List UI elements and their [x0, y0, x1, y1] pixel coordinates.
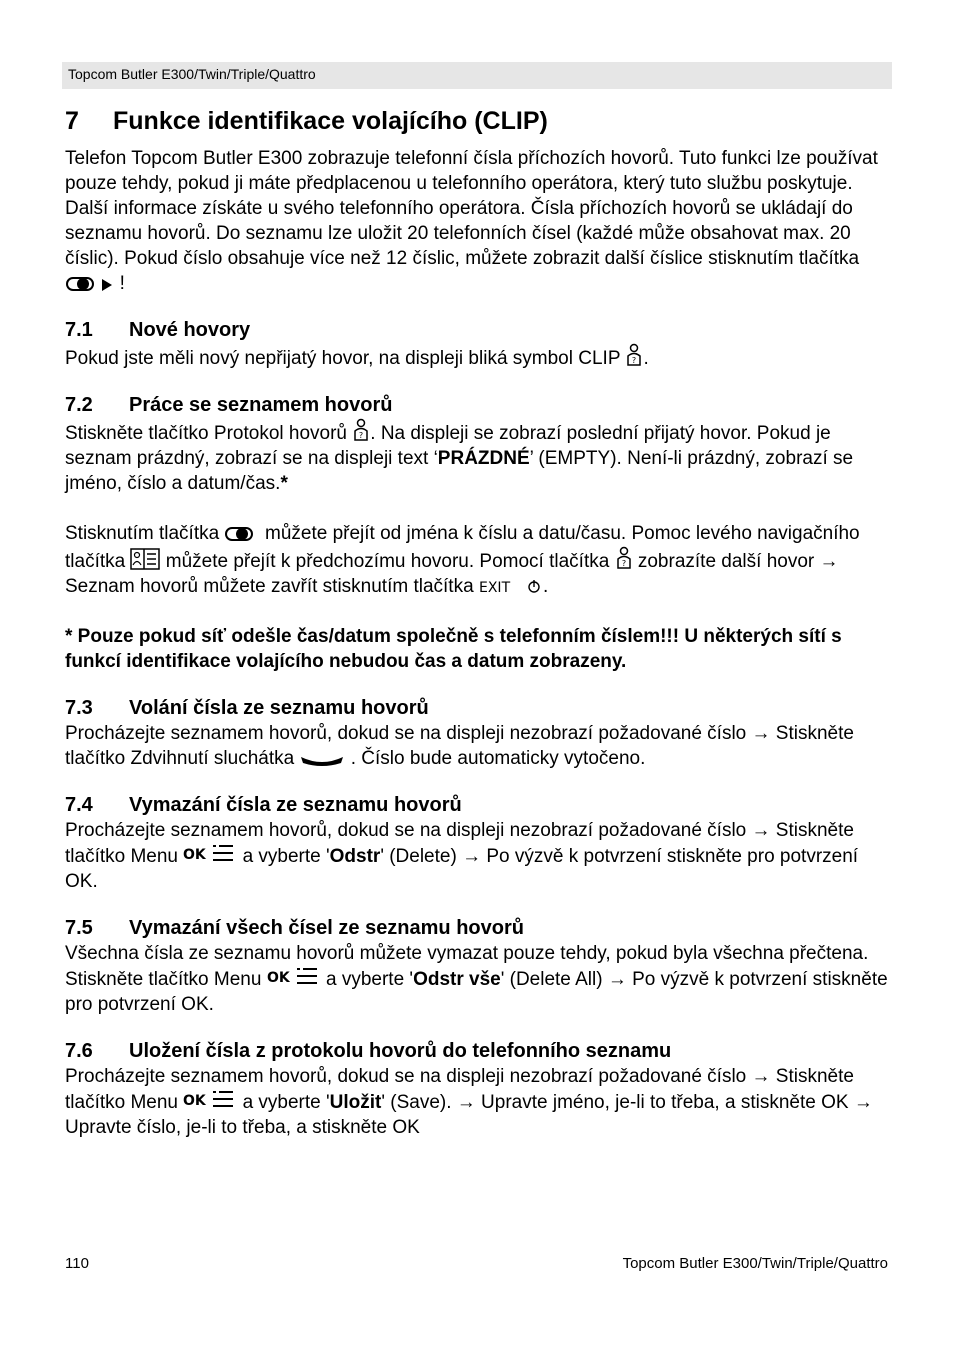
section-7-2	[65, 392, 891, 674]
chapter-heading	[65, 106, 891, 136]
section-title: Volání čísla ze seznamu hovorů	[129, 697, 429, 719]
section-text	[65, 521, 891, 599]
text-bold: Odstr	[329, 846, 381, 867]
offhook-icon	[299, 753, 345, 767]
text-part: zobrazíte další hovor → Seznam hovorů můžete zavřít stisknutím tlačítka	[65, 551, 839, 597]
svg-text:?: ?	[632, 356, 637, 365]
text-part: můžete přejít k předchozímu hovoru. Pomocí tlačítka	[165, 551, 610, 572]
text-part: a vyberte '	[242, 846, 330, 867]
section-number: 7.5	[65, 917, 93, 939]
intro-end: !	[119, 273, 125, 294]
section-heading	[65, 317, 891, 343]
text-part: ' (Delete All) → Po výzvě k potvrzení stiskněte pro potvrzení OK.	[65, 969, 888, 1015]
section-number: 7.1	[65, 319, 93, 341]
chapter-number: 7	[65, 107, 79, 135]
text-bold: Odstr vše	[413, 969, 501, 990]
section-text	[65, 966, 891, 1017]
section-title: Nové hovory	[129, 319, 251, 341]
svg-text:?: ?	[621, 559, 626, 568]
section-heading	[65, 792, 891, 818]
text-part: Pokud jste měli nový nepřijatý hovor, na displeji bliká symbol CLIP	[65, 348, 621, 369]
text-star: *	[280, 473, 288, 494]
ok-menu-icon	[267, 966, 321, 988]
clip-person-icon	[625, 343, 643, 367]
svg-text:OK: OK	[266, 970, 290, 986]
clip-person-icon	[615, 546, 633, 570]
text-bold: Uložit	[329, 1092, 382, 1113]
section-text	[65, 721, 891, 771]
warning-note: * Pouze pokud síť odešle čas/datum společně s telefonním číslem!!! U některých sítí s funkcí identifikace volajícího nebudou čas a datum zobrazeny.	[65, 626, 842, 672]
section-heading	[65, 695, 891, 721]
section-text	[65, 818, 891, 894]
text-part: můžete přejít od jména k číslu a datu/času. Pomoc levého navigačního tlačítka	[65, 523, 860, 572]
section-heading	[65, 392, 891, 418]
header-title: Topcom Butler E300/Twin/Triple/Quattro	[68, 66, 316, 82]
text-part: ’ (EMPTY). Není-li prázdný, zobrazí se jméno, číslo a datum/čas.	[65, 448, 854, 494]
text-part: a vyberte '	[326, 969, 414, 990]
text-part: Stiskněte tlačítko Menu	[65, 969, 262, 990]
footer-title: Topcom Butler E300/Twin/Triple/Quattro	[622, 1255, 888, 1272]
ok-menu-icon	[183, 843, 237, 865]
page-header	[62, 62, 892, 89]
chapter-intro	[65, 146, 891, 296]
section-7-1	[65, 317, 891, 371]
ok-menu-icon	[183, 1089, 237, 1111]
section-text	[65, 418, 891, 496]
section-heading	[65, 1038, 891, 1064]
text-bold: PRÁZDNÉ	[437, 448, 530, 469]
text-part: Procházejte seznamem hovorů, dokud se na displeji nezobrazí požadované číslo → Stiskněte tlačítko Menu	[65, 820, 854, 867]
section-7-4	[65, 792, 891, 894]
section-7-3	[65, 695, 891, 771]
section-7-6	[65, 1038, 891, 1140]
page-content	[65, 106, 891, 1140]
section-number: 7.2	[65, 394, 93, 416]
text-part: . Na displeji se zobrazí poslední přijatý hovor. Pokud je seznam prázdný, zobrazí se na displeji text ‘	[65, 423, 831, 469]
text-part: Procházejte seznamem hovorů, dokud se na displeji nezobrazí požadované číslo → Stiskněte tlačítko Zdvihnutí sluchátka	[65, 723, 854, 769]
text-part: ' (Save). → Upravte jméno, je-li to třeba, a stiskněte OK → Upravte číslo, je-li to třeba, a stiskněte OK	[65, 1092, 873, 1138]
svg-text:OK: OK	[183, 1093, 207, 1109]
phonebook-icon	[130, 548, 160, 570]
text-part: Procházejte seznamem hovorů, dokud se na displeji nezobrazí požadované číslo → Stiskněte tlačítko Menu	[65, 1066, 854, 1113]
page-number: 110	[65, 1255, 89, 1272]
text-part: ' (Delete) → Po výzvě k potvrzení stiskněte pro potvrzení OK.	[65, 846, 859, 892]
text-part: Stisknutím tlačítka	[65, 523, 220, 544]
section-heading	[65, 915, 891, 941]
text-end: .	[542, 576, 549, 597]
section-number: 7.6	[65, 1040, 93, 1062]
text-part: a vyberte '	[242, 1092, 330, 1113]
section-title: Vymazání čísla ze seznamu hovorů	[129, 794, 462, 816]
talk-key-icon	[224, 526, 254, 542]
svg-text:?: ?	[359, 431, 364, 440]
section-number: 7.3	[65, 697, 93, 719]
right-arrow-icon	[100, 278, 114, 292]
section-text	[65, 343, 891, 371]
section-title: Uložení čísla z protokolu hovorů do telefonního seznamu	[129, 1040, 672, 1062]
section-title: Práce se seznamem hovorů	[129, 394, 393, 416]
intro-text: Telefon Topcom Butler E300 zobrazuje telefonní čísla příchozích hovorů. Tuto funkci lze používat pouze tehdy, pokud ji máte předplacenou u telefonního operátora, který tuto službu poskytuje. Další informace získáte u svého telefonního operátora. Čísla příchozích hovorů se ukládají do seznamu hovorů. Do seznamu lze uložit 20 telefonních čísel (každé může obsahovat max. 20 číslic). Pokud číslo obsahuje více než 12 číslic, můžete zobrazit další číslice stisknutím tlačítka	[65, 148, 878, 269]
clip-person-icon	[352, 418, 370, 442]
chapter-title: Funkce identifikace volajícího (CLIP)	[113, 107, 548, 135]
svg-text:EXIT: EXIT	[478, 580, 511, 595]
section-7-5	[65, 915, 891, 1017]
talk-key-icon	[65, 276, 95, 292]
exit-key-icon	[479, 577, 543, 595]
section-title: Vymazání všech čísel ze seznamu hovorů	[129, 917, 524, 939]
text-part: . Číslo bude automaticky vytočeno.	[350, 748, 646, 769]
section-text: Všechna čísla ze seznamu hovorů můžete vymazat pouze tehdy, pokud byla všechna přečtena.	[65, 943, 869, 964]
svg-text:OK: OK	[183, 847, 207, 863]
text-part: Stiskněte tlačítko Protokol hovorů	[65, 423, 347, 444]
section-number: 7.4	[65, 794, 93, 816]
section-text	[65, 1064, 891, 1140]
text-end: .	[643, 348, 649, 369]
